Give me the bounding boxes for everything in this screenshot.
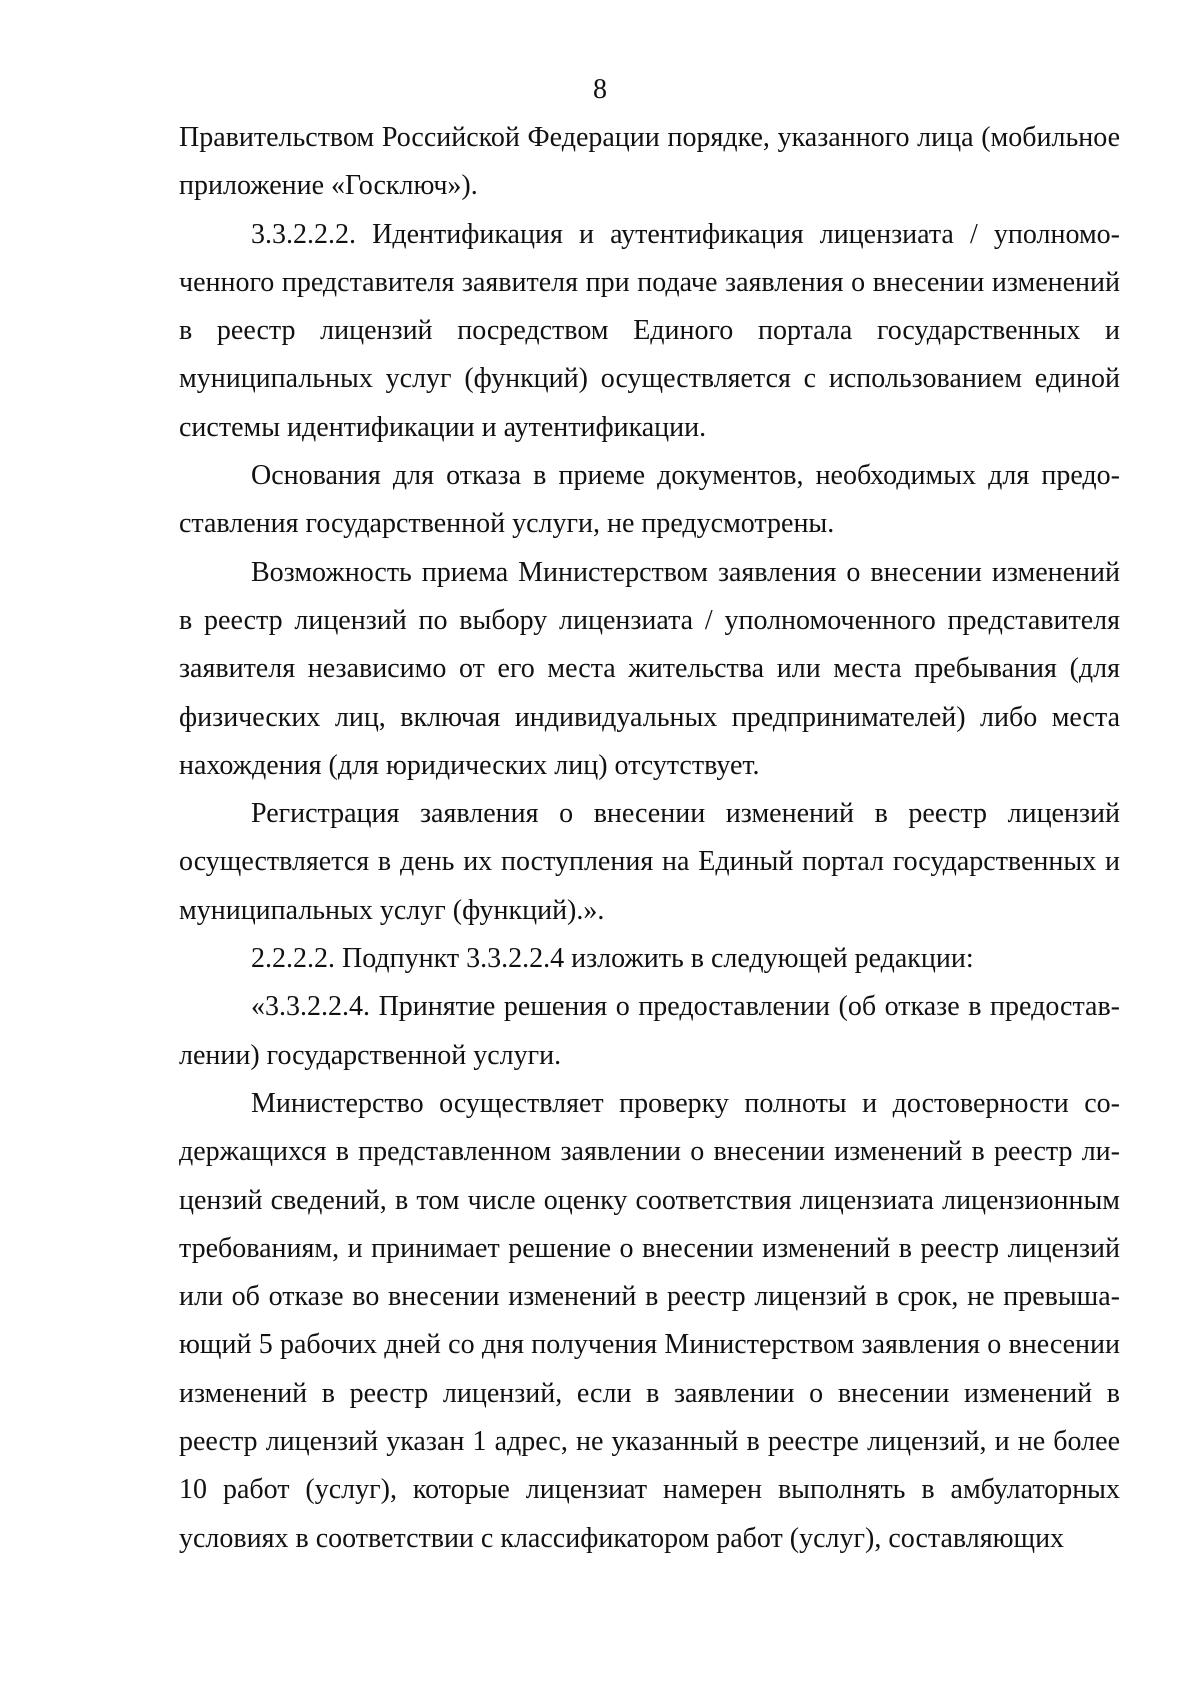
page-number: 8: [593, 74, 607, 105]
paragraph-ministry-check: Министерство осуществляет проверку полноты и достоверности содержащихся в представленном заявлении о внесении изменений в реестр лицензий сведений, в том числе оценку соответствия лицензиата лицензионным требованиям, и принимает решение о внесении изменений в реестр лицензий или об отказе во внесении изменений в реестр лицензий в срок, не превышающий 5 рабочих дней со дня получения Министерством заявления о внесении изменений в реестр лицензий, если в заявлении о внесении изменений в реестр лицензий указан 1 адрес, не указанный в реестре лицензий, и не более 10 работ (услуг), которые лицензиат намерен выполнять в амбулаторных условиях в соответствии с классификатором работ (услуг), составляющих: [179, 1087, 1120, 1554]
paragraph-decision-heading: «3.3.2.2.4. Принятие решения о предоставлении (об отказе в предоставлении) государственной услуги.: [179, 991, 1120, 1071]
paragraph-registration: Регистрация заявления о внесении изменений в реестр лицензий осуществляется в день их поступления на Единый портал государственных и муниципальных услуг (функций).».: [179, 798, 1120, 926]
paragraph-subclause-amendment: 2.2.2.2. Подпункт 3.3.2.2.4 изложить в следующей редакции:: [251, 943, 974, 975]
paragraph-reception-option: Возможность приема Министерством заявления о внесении изменений в реестр лицензий по выбору лицензиата / уполномоченного представителя заявителя независимо от его места жительства или места пребывания (для физических лиц, включая индивидуальных предпринимателей) либо места нахождения (для юридических лиц) отсутствует.: [179, 556, 1120, 781]
paragraph-continuation: Правительством Российской Федерации порядке, указанного лица (мобильное приложение «Госключ»).: [179, 122, 1120, 202]
paragraph-refusal-grounds: Основания для отказа в приеме документов, необходимых для предоставления государственной услуги, не предусмотрены.: [179, 460, 1120, 540]
document-body: [179, 114, 1120, 1563]
paragraph-identification: 3.3.2.2.2. Идентификация и аутентификация лицензиата / уполномоченного представителя заявителя при подаче заявления о внесении изменений в реестр лицензий посредством Единого портала государственных и муниципальных услуг (функций) осуществляется с использованием единой системы идентификации и аутентификации.: [179, 218, 1120, 443]
